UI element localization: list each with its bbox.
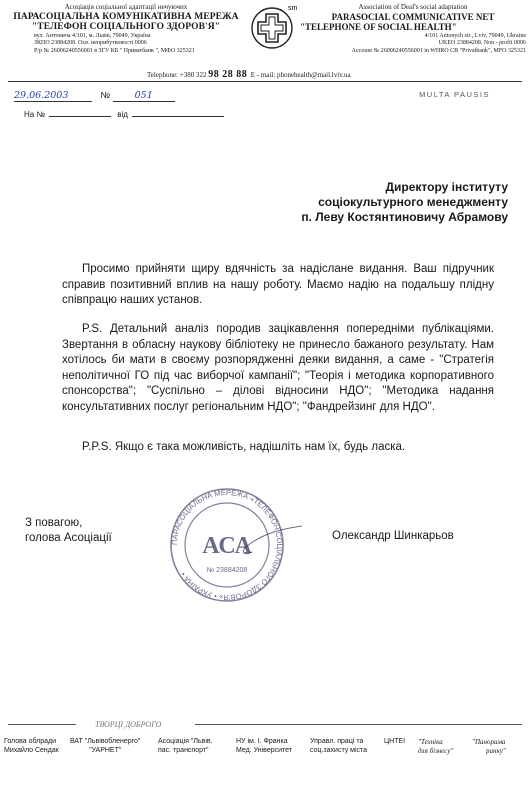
- header-left-subtitle: "ТЕЛЕФОН СОЦІАЛЬНОГО ЗДОРОВ'Я": [31, 22, 221, 32]
- reference-line: [14, 90, 175, 102]
- header-left-title: ПАРАСОЦІАЛЬНА КОМУНІКАТИВНА МЕРЕЖА: [13, 11, 239, 22]
- reply-date-blank: [132, 116, 224, 117]
- header-left-line1: Асоціація соціальної адаптації нечуючих: [64, 3, 188, 11]
- addressee-line3: п. Леву Костянтиновичу Абрамову: [301, 210, 508, 224]
- closing-regards: З повагою,: [25, 517, 83, 529]
- footer-sponsor-5: Управл. праці та соц.захисту міста: [310, 738, 368, 754]
- footer-title: ТВОРЦІ ДОБРОГО: [95, 720, 162, 729]
- header-left-address: вул. Антонича 4/101, м. Львів, 79049, Україна: [34, 32, 151, 39]
- stamp-code: № 23884208: [206, 567, 248, 574]
- body-paragraph-pps: P.P.S. Якщо є така можливість, надішліть нам їх, будь ласка.: [82, 441, 406, 453]
- footer-sponsor-6: ЦНТЕІ: [384, 738, 406, 745]
- header-right: [300, 3, 526, 55]
- reply-date-label: від: [117, 110, 128, 119]
- footer-sponsor-3: Асоціація "Львів. пас. транспорт": [158, 738, 213, 754]
- header-right-account: Account № 26006240556001 in WHRO CB "Privatbank", MFO 325321: [351, 47, 526, 54]
- header-rule: [8, 81, 522, 82]
- footer-sponsor-2: ВАТ "Львівобленерго" "УАРНЕТ": [70, 738, 141, 754]
- body-paragraph-1: Просимо прийняти щиру вдячність за надіслане видання. Ваш підручник справив позитивний вплив на нашу роботу. Маємо надію на подальшу плідну співпрацю наших установ.: [62, 263, 494, 306]
- email-label: E - mail:: [250, 71, 276, 79]
- number-label: №: [100, 90, 111, 100]
- footer-sponsor-1: Голова облради Михайло Сендак: [4, 738, 59, 754]
- header-right-code: UKEO 23884208. Non - profit 0006: [438, 40, 526, 46]
- email-address: phonehealth@mail.lviv.ua: [276, 71, 351, 79]
- closing-block: [25, 516, 112, 546]
- reply-number-label: На №: [24, 110, 46, 119]
- stamp-center-mark: АСА: [202, 533, 252, 559]
- header-right-line1: Association of Deaf's social adaptation: [358, 3, 468, 11]
- addressee-line2: соціокультурного менеджменту: [318, 195, 508, 209]
- header-left: [10, 3, 242, 55]
- letter-number: 051: [113, 90, 175, 102]
- header-left-account: Р/р № 26006240556001 в ЗГУ КБ " Приватбанк ", МФО 325321: [34, 47, 195, 54]
- closing-title: голова Асоціації: [25, 532, 112, 544]
- footer-sponsor-7: "Техніка для бізнесу": [418, 738, 454, 755]
- organization-stamp: [152, 486, 302, 604]
- phone-number: 98 28 88: [208, 69, 248, 80]
- footer-sponsors: [0, 738, 530, 768]
- signer-name: Олександр Шинкарьов: [332, 530, 454, 542]
- logo-sm-mark: sm: [288, 5, 298, 12]
- phone-label: Telephone: +380 322: [147, 71, 207, 79]
- addressee-line1: Директору інституту: [385, 180, 508, 194]
- header-right-title: PARASOCIAL COMMUNICATIVE NET: [331, 11, 495, 22]
- header-right-address: 4/101 Antonych str., Lviv, 79049, Ukraine: [424, 32, 526, 39]
- stamp-ring-text: ПАРАСОЦІАЛЬНА МЕРЕЖА «ТЕЛЕФОН СОЦІАЛЬНОГО ЗДОРОВ'Я» • УКРАЇНА •: [169, 487, 285, 603]
- letter-date: 29.06.2003: [14, 90, 92, 102]
- header-left-code: ЗКПО 23884208. Осв. неприбутковості 0006: [34, 40, 147, 46]
- in-reply-line: [24, 110, 224, 119]
- header-right-subtitle: "TELEPHONE OF SOCIAL HEALTH": [300, 22, 457, 32]
- footer-rule-right: [195, 724, 522, 725]
- addressee-block: [301, 180, 508, 225]
- reply-number-blank: [49, 116, 111, 117]
- body-paragraph-ps: P.S. Детальний аналіз породив зацікавлення попередніми публікаціями. Звертання в обласну наукову бібліотеку не принесло бажаного результату. Нам хотілось би мати в своєму розпорядженні деяки видання, а саме - "Стратегія неполітичної ГО під час виборчої кампанії"; "Теорія і методика корпоративного спонсорства"; "Суспільно – ділові відносини НДО"; "Методика надання консультативних послуг регіональним НДО"; "Фандрейзинг для НДО".: [62, 323, 494, 413]
- footer-sponsor-4: НУ ім. І. Франка Мед. Університет: [236, 738, 293, 754]
- footer-sponsor-8: "Панорама ринку": [472, 738, 506, 755]
- cross-logo-icon: [250, 2, 298, 50]
- contact-line: [147, 69, 351, 80]
- multa-pausis: MULTA PAUSIS: [419, 90, 490, 99]
- footer-rule-left: [8, 724, 76, 725]
